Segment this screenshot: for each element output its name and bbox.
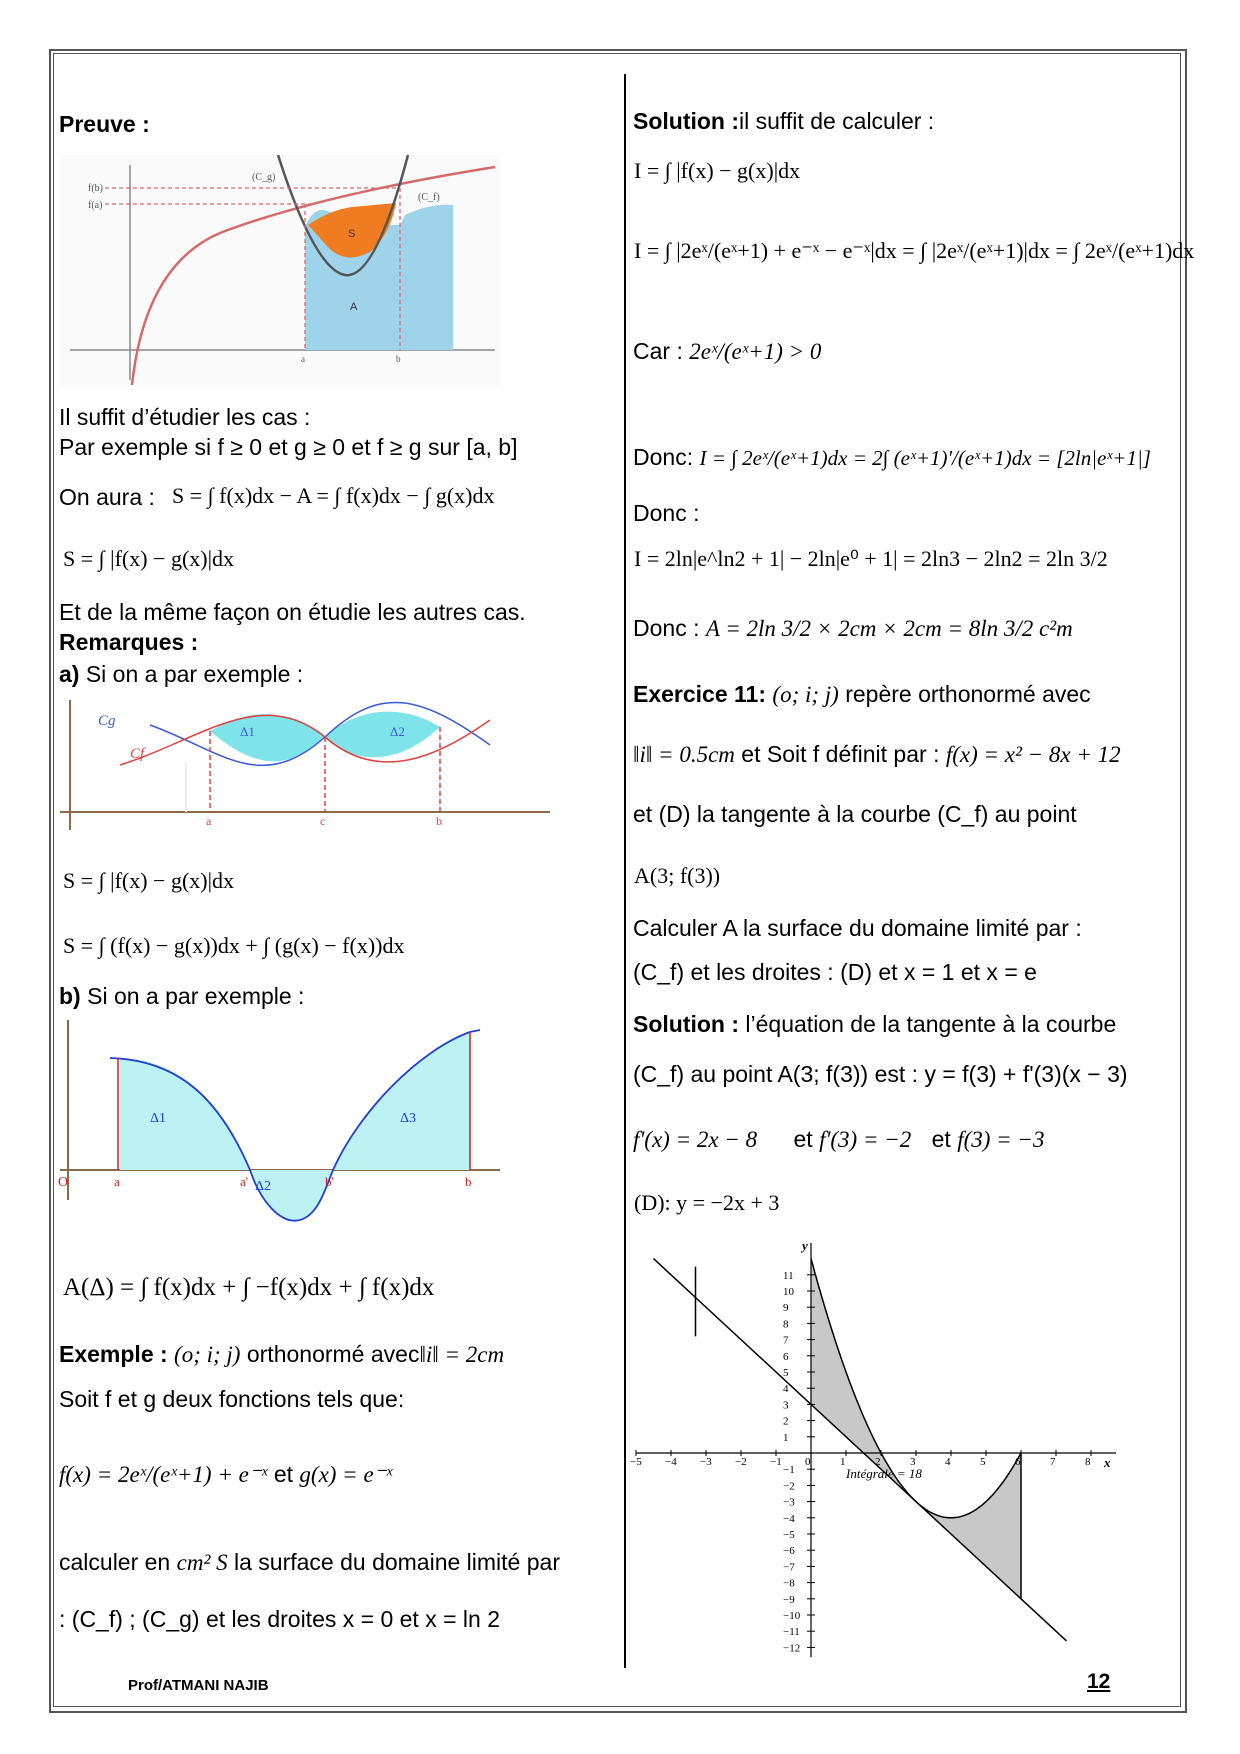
graph-y-tick-label: −11 — [783, 1626, 800, 1639]
exemple-norm: ‖i‖ = 2cm — [419, 1342, 505, 1367]
exercise11-label: Exercice 11: — [633, 681, 767, 707]
fig3-label-d1: Δ1 — [150, 1111, 167, 1126]
fig1-label-fb: f(b) — [88, 183, 103, 194]
fig2-label-d2: Δ2 — [390, 724, 405, 739]
remark-a-text: Si on a par exemple : — [79, 661, 304, 687]
and-text: et — [273, 1461, 294, 1487]
graph-y-tick-label: −12 — [783, 1642, 801, 1655]
graph-y-tick-label: −4 — [783, 1512, 795, 1525]
solution2-label: Solution : — [633, 1011, 740, 1037]
fig2-label-a: a — [206, 814, 212, 828]
graph-y-tick-label: 10 — [783, 1286, 794, 1298]
remark-a-label: a) — [59, 661, 80, 687]
exercise11-calc: Calculer A la surface du domaine limité par : — [633, 915, 1082, 941]
graph-shaded-area — [811, 1259, 1021, 1599]
tangent-equation: (D): y = −2x + 3 — [634, 1190, 780, 1215]
equation-s-abs-2: S = ∫ |f(x) − g(x)|dx — [63, 868, 235, 893]
graph-y-tick-label: −3 — [783, 1496, 795, 1509]
graph-y-tick-label: −2 — [783, 1480, 795, 1493]
graph-y-tick-label: 8 — [783, 1318, 789, 1331]
remark-b-label: b) — [59, 983, 81, 1009]
calc-text-1: calculer en — [59, 1549, 171, 1575]
car-inequality: 2eˣ/(eˣ+1) > 0 — [689, 339, 822, 364]
function-defs — [59, 1460, 392, 1489]
remark-b-text: Si on a par exemple : — [80, 983, 305, 1009]
derivative-line — [633, 1125, 1044, 1154]
exemple-line — [59, 1340, 504, 1369]
graph-y-tick-label: 5 — [783, 1367, 789, 1379]
fig1-label-fa: f(a) — [88, 200, 103, 211]
fig3-label-d3: Δ3 — [400, 1111, 417, 1126]
fig2-label-cf: Cf — [130, 746, 145, 762]
graph-y-tick-label: 9 — [783, 1302, 789, 1315]
graph-integral-label: Intégrale = 18 — [846, 1466, 922, 1481]
graph-y-tick-label: −9 — [783, 1593, 795, 1606]
graph-y-tick-label: 3 — [783, 1399, 789, 1412]
fig1-label-cf: (C_f) — [418, 192, 440, 203]
f3-value: f(3) = −3 — [957, 1127, 1045, 1152]
donc-label-2: Donc : — [633, 500, 700, 526]
graph-y-tick-label: −7 — [783, 1561, 795, 1574]
graph-x-tick-label: 0 — [805, 1456, 811, 1468]
equation-a-result: A = 2ln 3/2 × 2cm × 2cm = 8ln 3/2 c²m — [705, 616, 1073, 641]
fig3-label-o: O — [58, 1175, 69, 1190]
solution-label: Solution : — [633, 108, 740, 134]
fig1-label-area: A — [350, 301, 358, 313]
graph-y-tick-label: 11 — [783, 1269, 794, 1282]
exercise11-graph — [626, 1238, 1126, 1670]
exercise11-point: A(3; f(3)) — [634, 863, 721, 888]
fig3-label-b: b — [465, 1174, 472, 1189]
fig2-label-b: b — [436, 814, 442, 828]
fig1-label-a: a — [301, 354, 305, 364]
graph-y-tick-label: 4 — [783, 1383, 789, 1396]
solution-text: il suffit de calculer : — [739, 108, 935, 134]
graph-x-tick-label: 3 — [910, 1456, 916, 1468]
footer-page-number: 12 — [1087, 1670, 1111, 1693]
donc-line-3 — [633, 614, 1073, 643]
graph-y-tick-label: 6 — [783, 1350, 789, 1363]
g-definition: g(x) = e⁻ˣ — [299, 1462, 393, 1487]
fig3-area-d1 — [120, 1058, 250, 1170]
exemple-repere: (o; i; j) — [174, 1342, 241, 1367]
graph-x-tick-label: 2 — [875, 1456, 881, 1468]
graph-x-tick-label: 1 — [840, 1456, 846, 1468]
calc-line — [59, 1548, 560, 1577]
graph-y-tick-label: 7 — [783, 1334, 789, 1347]
graph-y-tick-label: −6 — [783, 1545, 795, 1558]
exercise11-function: f(x) = x² − 8x + 12 — [945, 742, 1121, 767]
fig2-area-d2 — [325, 712, 440, 758]
fig1-label-cg: (C_g) — [252, 172, 276, 183]
exercise11-domain: (C_f) et les droites : (D) et x = 1 et x = e — [633, 959, 1037, 985]
exercise11-text: repère orthonormé avec — [838, 681, 1091, 707]
fig3-label-d2: Δ2 — [255, 1179, 272, 1194]
fig1-label-b: b — [396, 354, 401, 364]
graph-x-tick-label: −1 — [770, 1456, 782, 1468]
calc-text-2: la surface du domaine limité par — [227, 1549, 560, 1575]
fig3-label-a-prime: a' — [240, 1174, 249, 1189]
calc-line-3: : (C_f) ; (C_g) et les droites x = 0 et x = ln 2 — [59, 1606, 501, 1632]
fig2-label-d1: Δ1 — [240, 724, 255, 739]
donc-label-3: Donc : — [633, 615, 700, 641]
exercise11-line — [633, 680, 1091, 709]
fig1-label-s: S — [348, 228, 356, 240]
exercise11-norm: ‖i‖ = 0.5cm — [633, 742, 735, 767]
footer-author: Prof/ATMANI NAJIB — [128, 1677, 269, 1694]
donc-label-1: Donc: — [633, 444, 694, 470]
exercise11-repere: (o; i; j) — [772, 682, 839, 707]
graph-x-tick-label: 7 — [1050, 1456, 1056, 1468]
graph-y-tick-label: 1 — [783, 1431, 789, 1444]
solution2-text: l’équation de la tangente à la courbe — [739, 1011, 1117, 1037]
text-cases: Il suffit d’étudier les cas : — [59, 404, 311, 430]
graph-tangent-line — [654, 1259, 1067, 1641]
equation-i-log: I = ∫ 2eˣ/(eˣ+1)dx = 2∫ (eˣ+1)'/(eˣ+1)dx = [2ln|eˣ+1|] — [699, 446, 1151, 470]
equation-s-split: S = ∫ (f(x) − g(x))dx + ∫ (g(x) − f(x))dx — [63, 933, 405, 958]
graph-x-tick-label: −2 — [735, 1456, 747, 1468]
solution2-tangent-eq: (C_f) au point A(3; f(3)) est : y = f(3) + f'(3)(x − 3) — [633, 1061, 1128, 1087]
equation-s-abs: S = ∫ |f(x) − g(x)|dx — [63, 546, 235, 571]
remark-a — [59, 660, 303, 688]
graph-x-tick-label: −4 — [665, 1456, 677, 1468]
graph-y-label: y — [802, 1238, 808, 1253]
graph-x-label: x — [1104, 1455, 1111, 1470]
graph-y-tick-label: −1 — [783, 1464, 795, 1477]
solution2-line — [633, 1010, 1116, 1038]
fig3-area-d3 — [333, 1032, 470, 1170]
figure-sign-change — [60, 1020, 500, 1245]
figure-proof-graph — [60, 155, 500, 385]
graph-y-tick-label: −8 — [783, 1577, 795, 1590]
donc-line-1 — [633, 443, 1151, 472]
graph-x-tick-label: −3 — [700, 1456, 712, 1468]
calc-unit: cm² S — [176, 1550, 228, 1575]
exercise11-soit: et Soit f définit par : — [734, 741, 940, 767]
fig2-label-cg: Cg — [98, 713, 116, 729]
equation-s-difference: S = ∫ f(x)dx − A = ∫ f(x)dx − ∫ g(x)dx — [172, 483, 495, 508]
text-example-condition: Par exemple si f ≥ 0 et g ≥ 0 et f ≥ g sur [a, b] — [59, 434, 518, 460]
equation-i-expanded: I = ∫ |2eˣ/(eˣ+1) + e⁻ˣ − e⁻ˣ|dx = ∫ |2eˣ/(eˣ+1)|dx = ∫ 2eˣ/(eˣ+1)dx — [634, 238, 1195, 263]
remarques-title: Remarques : — [59, 629, 199, 655]
derivative-and-1: et — [793, 1126, 813, 1152]
graph-x-tick-label: 8 — [1085, 1456, 1091, 1468]
fig3-label-a: a — [114, 1174, 120, 1189]
graph-x-tick-label: 4 — [945, 1456, 951, 1468]
derivative-eq: f'(x) = 2x − 8 — [633, 1127, 758, 1152]
fig3-label-b-prime: b' — [325, 1174, 334, 1189]
derivative-and-2: et — [931, 1126, 951, 1152]
equation-i-result: I = 2ln|e^ln2 + 1| − 2ln|e⁰ + 1| = 2ln3 − 2ln2 = 2ln 3/2 — [634, 546, 1108, 571]
exemple-label: Exemple : — [59, 1341, 168, 1367]
graph-x-tick-label: 5 — [980, 1456, 986, 1468]
f-definition: f(x) = 2eˣ/(eˣ+1) + e⁻ˣ — [59, 1462, 268, 1487]
car-line — [633, 337, 821, 366]
graph-x-tick-label: 6 — [1015, 1456, 1021, 1468]
exemple-text: orthonormé avec — [240, 1341, 420, 1367]
text-on-aura: On aura : — [59, 484, 155, 510]
car-label: Car : — [633, 338, 683, 364]
solution-line — [633, 107, 934, 135]
remark-b — [59, 982, 304, 1010]
graph-x-tick-label: −5 — [630, 1456, 642, 1468]
equation-i-abs: I = ∫ |f(x) − g(x)|dx — [634, 158, 801, 183]
equation-area-delta: A(Δ) = ∫ f(x)dx + ∫ −f(x)dx + ∫ f(x)dx — [63, 1274, 435, 1301]
exercise11-def-line — [633, 740, 1121, 769]
graph-y-tick-label: 2 — [783, 1415, 789, 1428]
text-other-cases: Et de la même façon on étudie les autres cas. — [59, 599, 526, 625]
graph-y-tick-label: −10 — [783, 1610, 801, 1622]
soit-text: Soit f et g deux fonctions tels que: — [59, 1386, 405, 1412]
preuve-title: Preuve : — [59, 111, 150, 137]
graph-y-tick-label: −5 — [783, 1529, 795, 1541]
figure-crossing-curves — [60, 700, 550, 830]
derivative-value: f'(3) = −2 — [819, 1127, 912, 1152]
exercise11-tangent: et (D) la tangente à la courbe (C_f) au point — [633, 801, 1077, 827]
fig2-label-c: c — [320, 814, 326, 828]
